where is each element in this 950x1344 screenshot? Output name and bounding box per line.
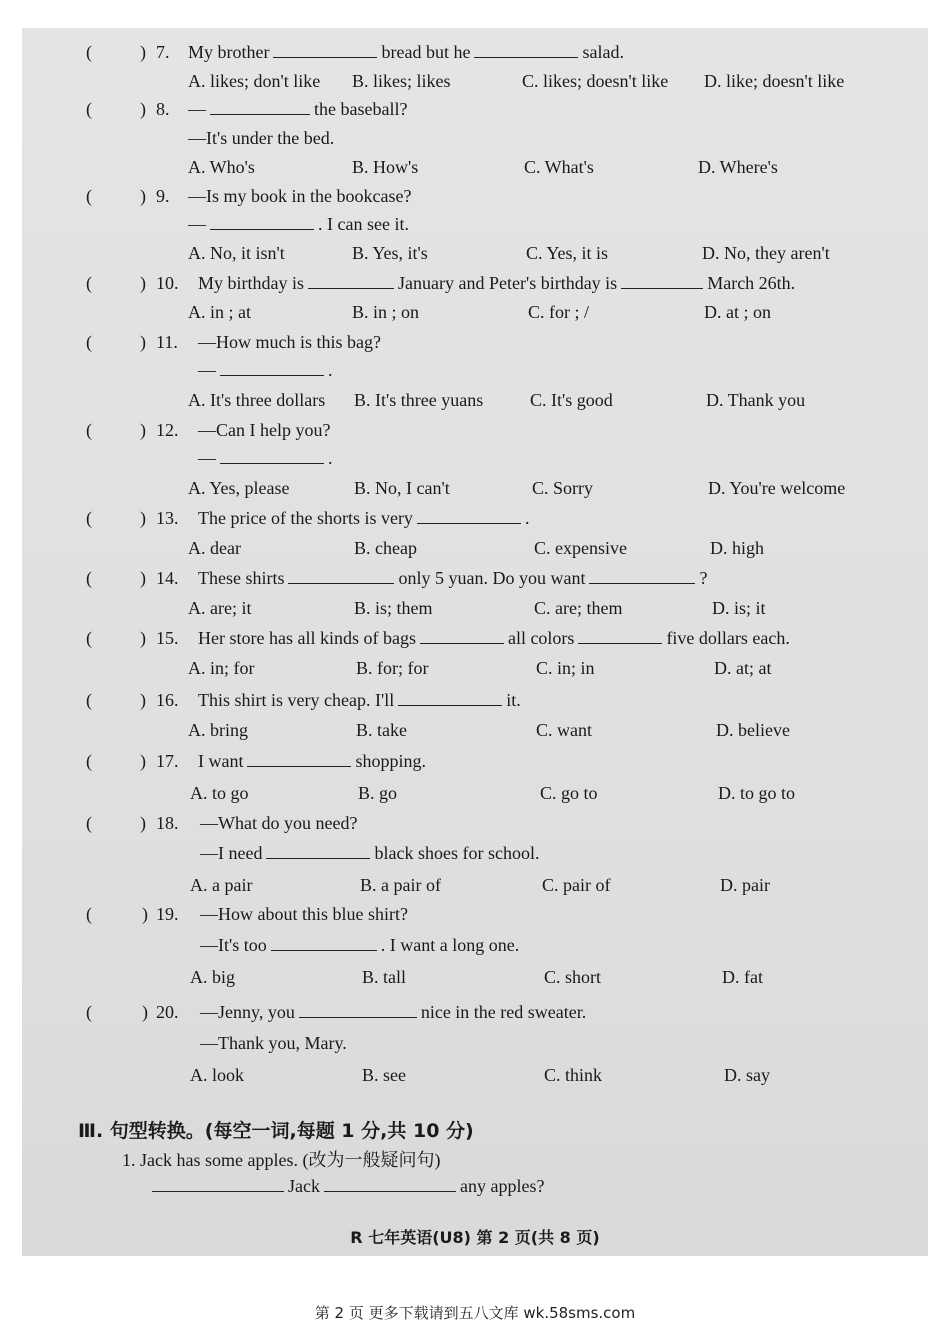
page-footer: R 七年英语(U8) 第 2 页(共 8 页): [350, 1228, 600, 1247]
question-number: 11.: [156, 332, 178, 352]
answer-paren-left: (: [86, 813, 92, 833]
answer-paren-right: ): [142, 904, 148, 924]
answer-paren-left: (: [86, 42, 92, 62]
option-c: C. What's: [524, 157, 594, 177]
option-a: A. look: [190, 1065, 244, 1085]
question-number: 9.: [156, 186, 170, 206]
question-stem: —How about this blue shirt?: [200, 904, 408, 924]
option-b: B. No, I can't: [354, 478, 450, 498]
option-d: D. fat: [722, 967, 763, 987]
option-a: A. bring: [188, 720, 248, 740]
answer-paren-left: (: [86, 568, 92, 588]
answer-paren-right: ): [140, 628, 146, 648]
question-stem: The price of the shorts is very .: [198, 508, 530, 528]
question-stem: Her store has all kinds of bags all colors five dollars each.: [198, 628, 790, 648]
scanned-page: [22, 28, 928, 1256]
option-a: A. to go: [190, 783, 249, 803]
option-c: C. for ; /: [528, 302, 589, 322]
option-b: B. take: [356, 720, 407, 740]
option-c: C. pair of: [542, 875, 611, 895]
answer-paren-right: ): [140, 420, 146, 440]
answer-paren-right: ): [140, 273, 146, 293]
option-a: A. dear: [188, 538, 241, 558]
option-d: D. is; it: [712, 598, 766, 618]
question-number: 18.: [156, 813, 179, 833]
question-number: 10.: [156, 273, 179, 293]
section-3-item-1-answer: Jack any apples?: [148, 1176, 544, 1197]
option-d: D. Thank you: [706, 390, 806, 410]
question-stem: —Is my book in the bookcase?: [188, 186, 412, 206]
option-a: A. It's three dollars: [188, 390, 326, 410]
option-c: C. think: [544, 1065, 603, 1085]
question-number: 17.: [156, 751, 179, 771]
answer-paren-right: ): [140, 42, 146, 62]
dialog-line: —Thank you, Mary.: [200, 1033, 347, 1053]
question-stem: I want shopping.: [198, 751, 426, 771]
question-stem: This shirt is very cheap. I'll it.: [198, 690, 521, 710]
answer-paren-right: ): [140, 568, 146, 588]
option-d: D. pair: [720, 875, 770, 895]
question-number: 20.: [156, 1002, 179, 1022]
option-d: D. No, they aren't: [702, 243, 830, 263]
option-a: A. in; for: [188, 658, 255, 678]
option-a: A. big: [190, 967, 235, 987]
dialog-line: — .: [198, 448, 333, 468]
question-number: 15.: [156, 628, 179, 648]
option-c: C. expensive: [534, 538, 627, 558]
answer-paren-right: ): [140, 813, 146, 833]
option-d: D. to go to: [718, 783, 796, 803]
option-b: B. Yes, it's: [352, 243, 428, 263]
option-b: B. tall: [362, 967, 406, 987]
answer-paren-right: ): [140, 332, 146, 352]
question-stem: —How much is this bag?: [198, 332, 381, 352]
option-a: A. likes; don't like: [188, 71, 321, 91]
answer-paren-right: ): [142, 1002, 148, 1022]
option-d: D. like; doesn't like: [704, 71, 845, 91]
option-b: B. go: [358, 783, 398, 803]
question-number: 13.: [156, 508, 179, 528]
question-stem: These shirts only 5 yuan. Do you want ?: [198, 568, 708, 588]
option-c: C. are; them: [534, 598, 623, 618]
option-b: B. It's three yuans: [354, 390, 484, 410]
answer-paren-right: ): [140, 99, 146, 119]
option-a: A. are; it: [188, 598, 252, 618]
option-d: D. high: [710, 538, 764, 558]
answer-paren-left: (: [86, 332, 92, 352]
answer-paren-left: (: [86, 1002, 92, 1022]
option-c: C. want: [536, 720, 592, 740]
answer-paren-right: ): [140, 508, 146, 528]
answer-paren-left: (: [86, 508, 92, 528]
option-c: C. go to: [540, 783, 598, 803]
option-c: C. Sorry: [532, 478, 594, 498]
option-c: C. short: [544, 967, 602, 987]
answer-paren-left: (: [86, 628, 92, 648]
answer-paren-right: ): [140, 751, 146, 771]
dialog-line: —It's too . I want a long one.: [200, 935, 520, 955]
option-b: B. for; for: [356, 658, 429, 678]
question-stem: —What do you need?: [200, 813, 358, 833]
option-b: B. a pair of: [360, 875, 441, 895]
option-c: C. It's good: [530, 390, 613, 410]
option-a: A. in ; at: [188, 302, 251, 322]
option-b: B. in ; on: [352, 302, 420, 322]
question-number: 14.: [156, 568, 179, 588]
answer-paren-left: (: [86, 99, 92, 119]
option-a: A. Yes, please: [188, 478, 290, 498]
question-number: 16.: [156, 690, 179, 710]
answer-paren-left: (: [86, 904, 92, 924]
option-d: D. Where's: [698, 157, 778, 177]
option-d: D. say: [724, 1065, 770, 1085]
question-number: 8.: [156, 99, 170, 119]
option-b: B. cheap: [354, 538, 417, 558]
section-3-title: Ⅲ. 句型转换。(每空一词,每题 1 分,共 10 分): [78, 1120, 474, 1142]
option-d: D. believe: [716, 720, 790, 740]
answer-paren-left: (: [86, 420, 92, 440]
answer-paren-left: (: [86, 751, 92, 771]
option-b: B. see: [362, 1065, 406, 1085]
question-stem: —Jenny, you nice in the red sweater.: [200, 1002, 587, 1022]
option-a: A. No, it isn't: [188, 243, 285, 263]
option-c: C. likes; doesn't like: [522, 71, 669, 91]
option-c: C. Yes, it is: [526, 243, 609, 263]
question-stem: My brother bread but he salad.: [188, 42, 624, 62]
option-d: D. You're welcome: [708, 478, 846, 498]
answer-paren-left: (: [86, 186, 92, 206]
answer-paren-left: (: [86, 690, 92, 710]
answer-paren-left: (: [86, 273, 92, 293]
option-b: B. is; them: [354, 598, 433, 618]
option-d: D. at; at: [714, 658, 772, 678]
question-number: 12.: [156, 420, 179, 440]
option-b: B. likes; likes: [352, 71, 451, 91]
dialog-line: —It's under the bed.: [188, 128, 335, 148]
dialog-line: — .: [198, 360, 333, 380]
question-stem: —Can I help you?: [198, 420, 331, 440]
section-3-item-1: 1. Jack has some apples. (改为一般疑问句): [122, 1150, 441, 1170]
option-d: D. at ; on: [704, 302, 771, 322]
question-stem: My birthday is January and Peter's birthday is March 26th.: [198, 273, 796, 293]
question-stem: — the baseball?: [188, 99, 408, 119]
answer-paren-right: ): [140, 186, 146, 206]
option-c: C. in; in: [536, 658, 595, 678]
option-a: A. a pair: [190, 875, 253, 895]
question-number: 7.: [156, 42, 170, 62]
dialog-line: — . I can see it.: [188, 214, 409, 234]
question-number: 19.: [156, 904, 179, 924]
option-b: B. How's: [352, 157, 419, 177]
option-a: A. Who's: [188, 157, 255, 177]
answer-paren-right: ): [140, 690, 146, 710]
dialog-line: —I need black shoes for school.: [200, 843, 540, 863]
download-note: 第 2 页 更多下载请到五八文库 wk.58sms.com: [314, 1304, 636, 1322]
